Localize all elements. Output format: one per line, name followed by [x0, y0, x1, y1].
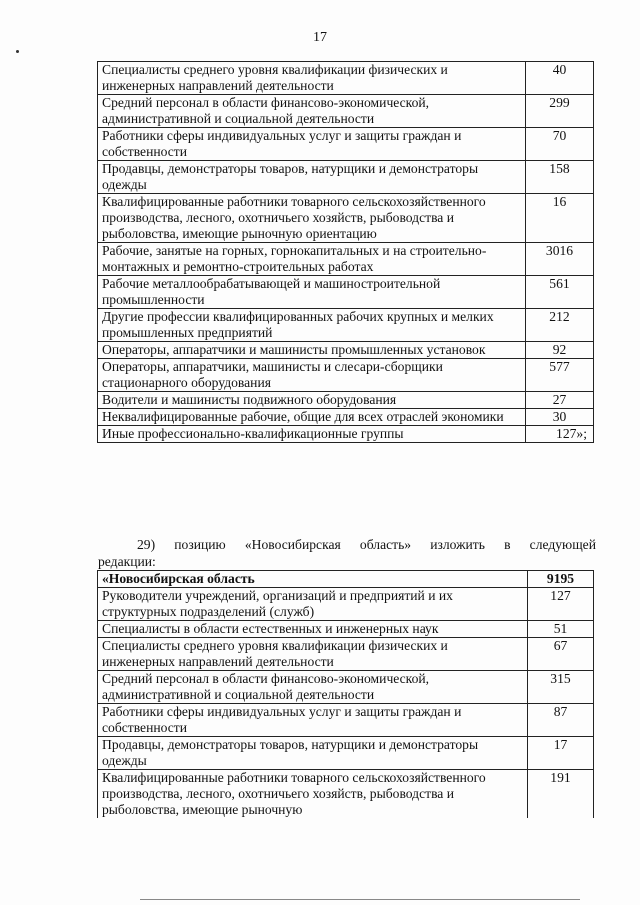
profession-group: Операторы, аппаратчики и машинисты промышленных установок [98, 342, 526, 359]
count-value: 3016 [526, 243, 594, 276]
profession-group: Специалисты в области естественных и инженерных наук [98, 621, 528, 638]
table-row [98, 194, 594, 243]
count-value: 577 [526, 359, 594, 392]
count-value: 40 [526, 62, 594, 95]
table-row [98, 62, 594, 95]
profession-group: Руководители учреждений, организаций и предприятий и их структурных подразделений (служб) [98, 588, 528, 621]
paragraph-first-line: 29) позицию «Новосибирская область» изложить в следующей [137, 537, 596, 552]
profession-group: Средний персонал в области финансово-экономической, административной и социальной деятельности [98, 671, 528, 704]
table-two [97, 570, 594, 818]
table-row [98, 638, 594, 671]
table-row [98, 128, 594, 161]
table-one [97, 61, 594, 443]
profession-group: Иные профессионально-квалификационные группы [98, 426, 526, 443]
profession-group: Рабочие, занятые на горных, горнокапитальных и на строительно-монтажных и ремонтно-строительных работах [98, 243, 526, 276]
paragraph-29 [100, 536, 596, 570]
count-value: 158 [526, 161, 594, 194]
table-row [98, 737, 594, 770]
profession-group: Продавцы, демонстраторы товаров, натурщики и демонстраторы одежды [98, 737, 528, 770]
count-value: 51 [528, 621, 594, 638]
profession-group: Работники сферы индивидуальных услуг и защиты граждан и собственности [98, 128, 526, 161]
profession-group: Квалифицированные работники товарного сельскохозяйственного производства, лесного, охотничьего хозяйств, рыбоводства и рыболовства, имеющие рыночную ориентацию [98, 194, 526, 243]
profession-group: Рабочие металлообрабатывающей и машиностроительной промышленности [98, 276, 526, 309]
table-row [98, 426, 594, 443]
region-total: 9195 [528, 571, 594, 588]
table-two-header-row [98, 571, 594, 588]
table-row [98, 704, 594, 737]
count-value: 87 [528, 704, 594, 737]
count-value: 17 [528, 737, 594, 770]
table-row [98, 342, 594, 359]
table-row [98, 621, 594, 638]
profession-group: Продавцы, демонстраторы товаров, натурщики и демонстраторы одежды [98, 161, 526, 194]
table-row [98, 588, 594, 621]
count-value: 92 [526, 342, 594, 359]
count-value: 70 [526, 128, 594, 161]
count-value: 315 [528, 671, 594, 704]
count-value: 127»; [526, 426, 594, 443]
count-value: 299 [526, 95, 594, 128]
count-value: 30 [526, 409, 594, 426]
table-one-body [98, 62, 594, 443]
table-row [98, 359, 594, 392]
profession-group: Неквалифицированные рабочие, общие для всех отраслей экономики [98, 409, 526, 426]
table-row [98, 770, 594, 819]
region-name: «Новосибирская область [98, 571, 528, 588]
table-row [98, 392, 594, 409]
table-row [98, 95, 594, 128]
count-value: 127 [528, 588, 594, 621]
bottom-edge-line [140, 899, 580, 900]
profession-group: Водители и машинисты подвижного оборудования [98, 392, 526, 409]
page-number: 17 [313, 30, 327, 45]
table-row [98, 671, 594, 704]
table-row [98, 276, 594, 309]
table-row [98, 409, 594, 426]
profession-group: Другие профессии квалифицированных рабочих крупных и мелких промышленных предприятий [98, 309, 526, 342]
profession-group: Специалисты среднего уровня квалификации физических и инженерных направлений деятельности [98, 638, 528, 671]
profession-group: Работники сферы индивидуальных услуг и защиты граждан и собственности [98, 704, 528, 737]
count-value: 27 [526, 392, 594, 409]
table-row [98, 309, 594, 342]
count-value: 212 [526, 309, 594, 342]
count-value: 67 [528, 638, 594, 671]
profession-group: Квалифицированные работники товарного сельскохозяйственного производства, лесного, охотничьего хозяйств, рыбоводства и рыболовства, имеющие рыночную [98, 770, 528, 819]
count-value: 16 [526, 194, 594, 243]
table-row [98, 161, 594, 194]
table-row [98, 243, 594, 276]
count-value: 561 [526, 276, 594, 309]
scan-dot [16, 50, 19, 53]
count-value: 191 [528, 770, 594, 819]
paragraph-continuation: редакции: [98, 554, 156, 569]
profession-group: Специалисты среднего уровня квалификации физических и инженерных направлений деятельности [98, 62, 526, 95]
table-two-body [98, 571, 594, 819]
profession-group: Операторы, аппаратчики, машинисты и слесари-сборщики стационарного оборудования [98, 359, 526, 392]
profession-group: Средний персонал в области финансово-экономической, административной и социальной деятельности [98, 95, 526, 128]
